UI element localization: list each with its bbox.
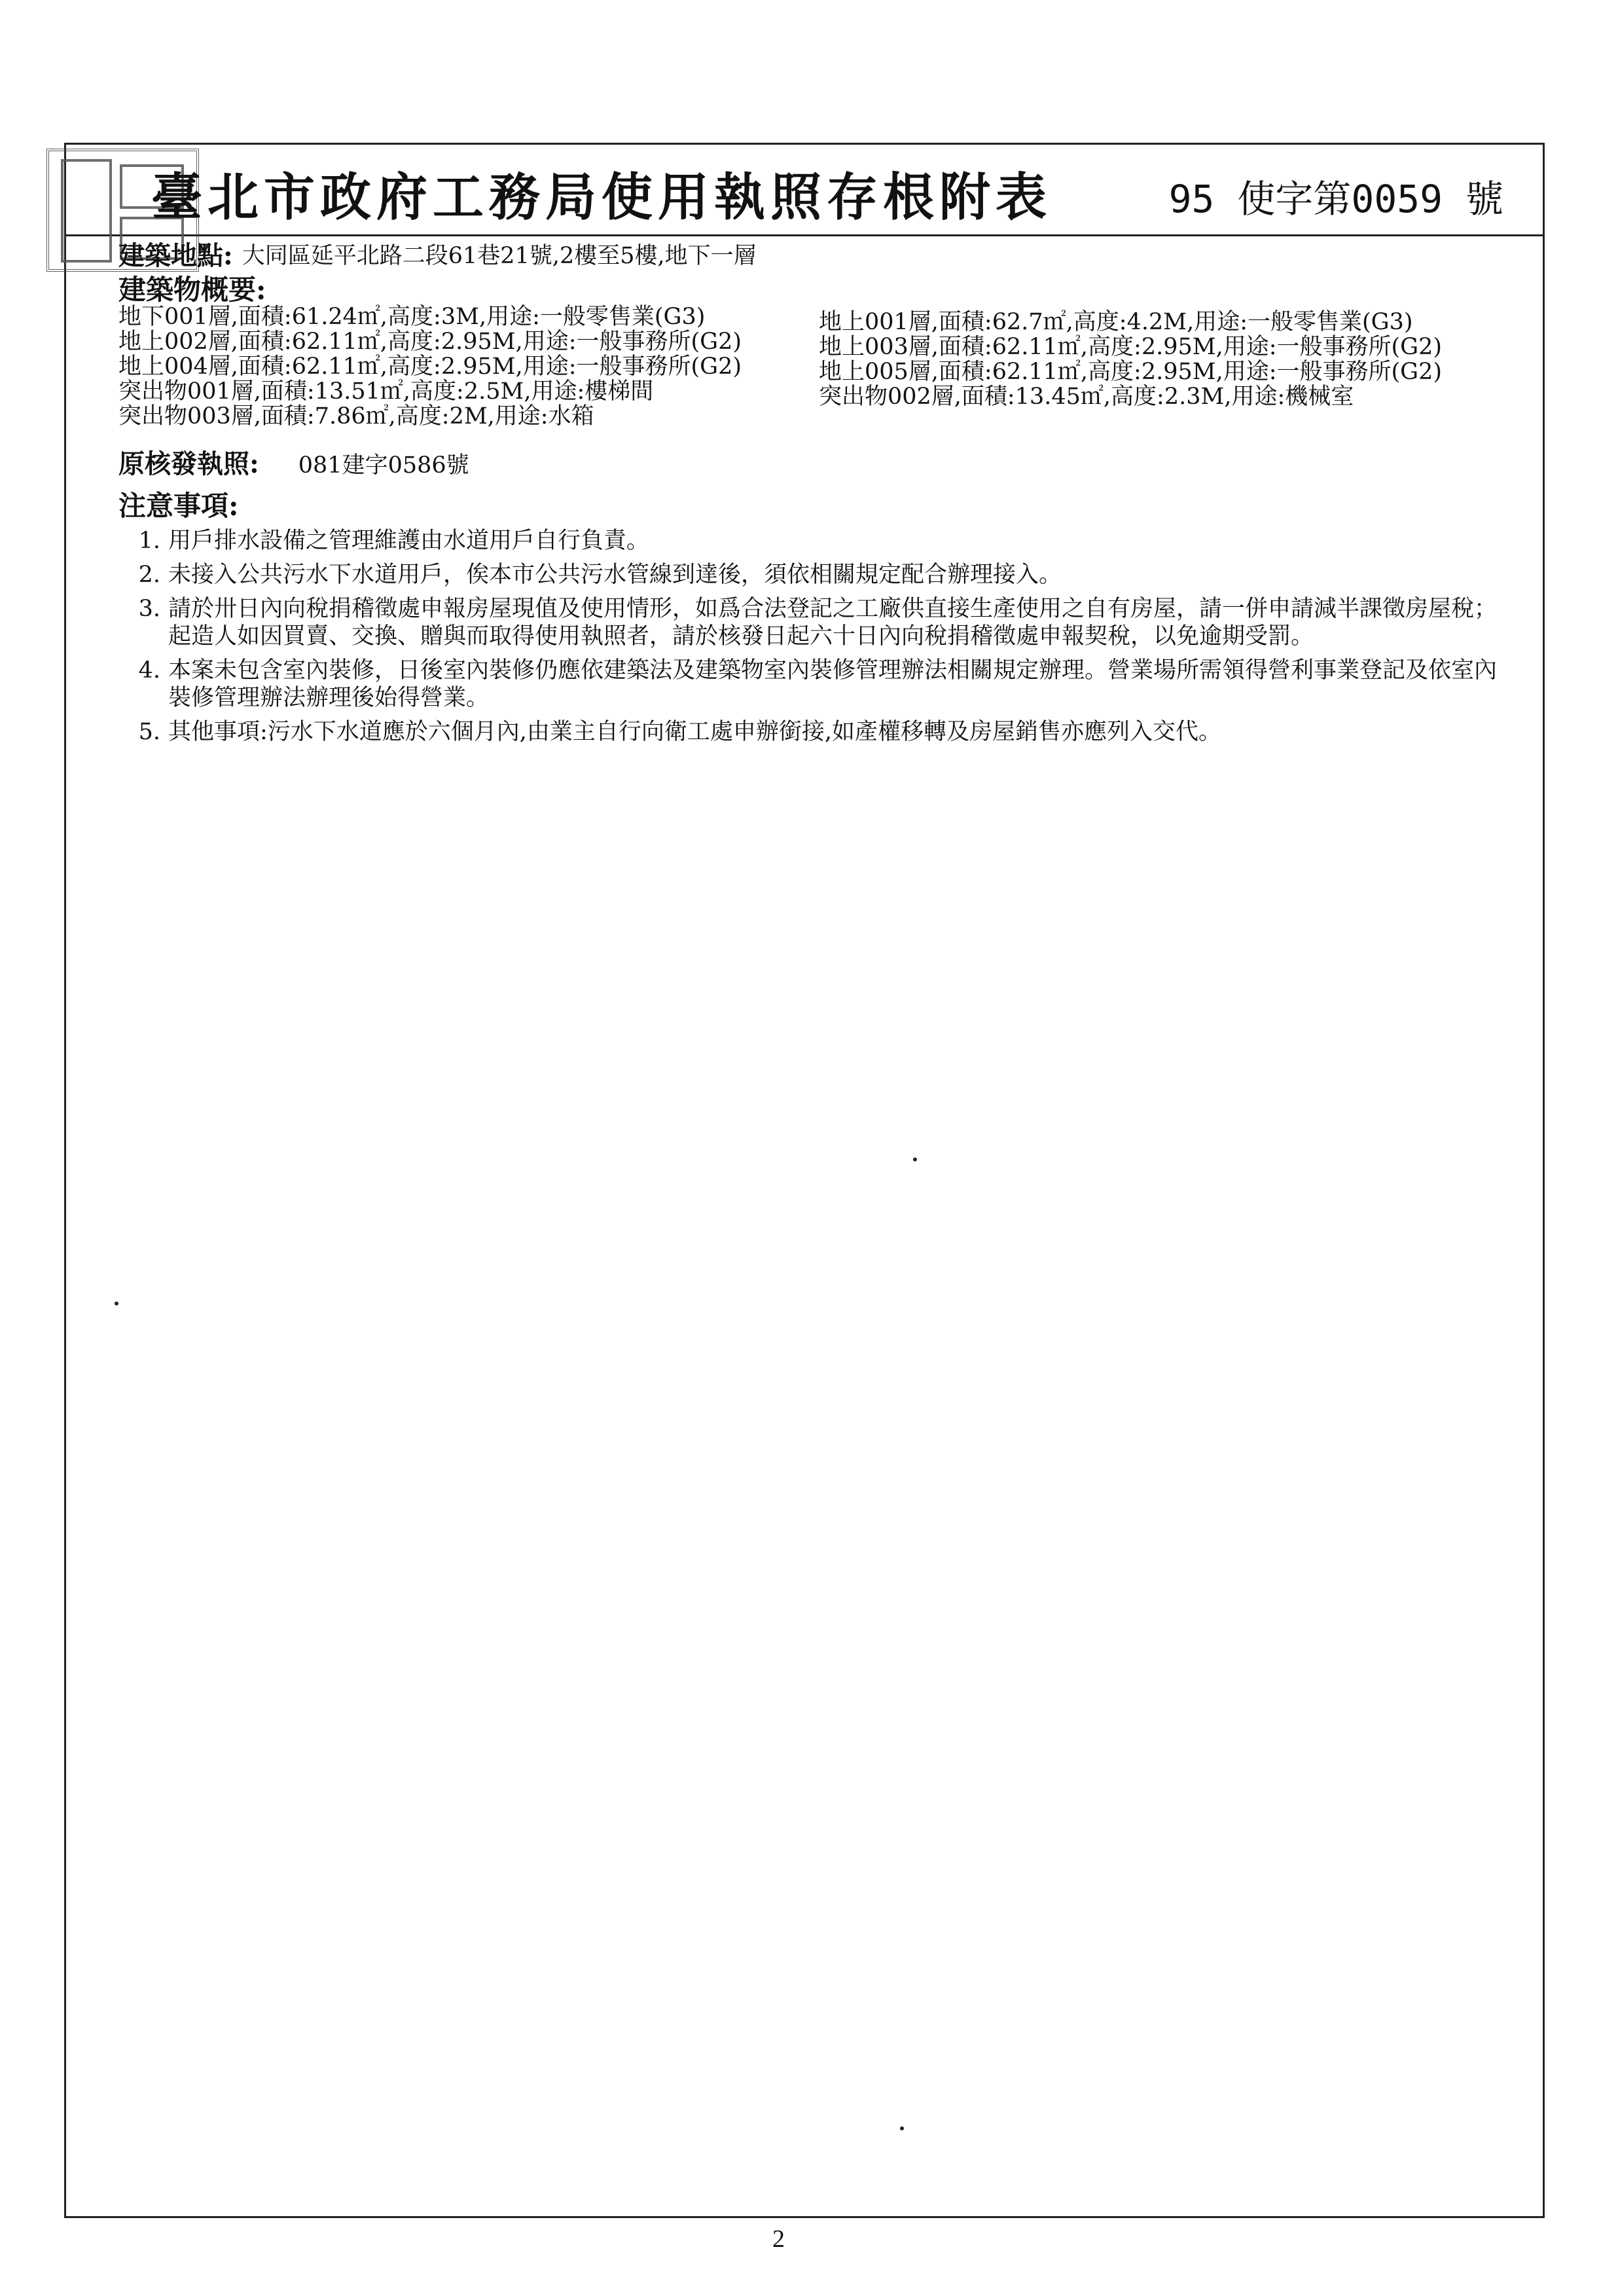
note-number: 2. — [138, 562, 160, 588]
document-frame — [64, 143, 1545, 2218]
floor-line: 地下001層,面積:61.24㎡,高度:3M,用途:一般零售業(G3) — [118, 304, 706, 330]
floor-line: 地上003層,面積:62.11㎡,高度:2.95M,用途:一般事務所(G2) — [819, 334, 1443, 360]
note-item — [118, 657, 1526, 712]
note-text: 請於卅日內向稅捐稽徵處申報房屋現值及使用情形，如爲合法登記之工廠供直接生產使用之自有房屋，請一併申請減半課徵房屋稅；起造人如因買賣、交換、贈與而取得使用執照者，請於核發日起六十日內向稅捐稽徵處申報契稅，以免逾期受罰。 — [168, 596, 1498, 649]
address-value: 大同區延平北路二段61巷21號,2樓至5樓,地下一層 — [242, 243, 757, 269]
overview-label: 建築物概要: — [118, 274, 266, 306]
floor-line: 突出物003層,面積:7.86㎡,高度:2M,用途:水箱 — [118, 403, 594, 429]
floor-line: 突出物002層,面積:13.45㎡,高度:2.3M,用途:機械室 — [819, 384, 1354, 410]
original-permit-row — [118, 448, 1526, 479]
permit-number: 95 使字第0059 號 — [1168, 177, 1503, 221]
floor-line: 地上002層,面積:62.11㎡,高度:2.95M,用途:一般事務所(G2) — [118, 329, 742, 355]
address-row — [118, 240, 1526, 271]
original-permit-label: 原核發執照: — [118, 448, 259, 479]
note-text: 其他事項:污水下水道應於六個月內,由業主自行向衛工處申辦銜接,如產權移轉及房屋銷售亦應列入交代。 — [168, 719, 1222, 745]
note-text: 用戶排水設備之管理維護由水道用戶自行負責。 — [168, 528, 650, 554]
note-item — [118, 595, 1526, 650]
page-number: 2 — [772, 2225, 785, 2253]
note-text: 未接入公共污水下水道用戶，俟本市公共污水管線到達後，須依相關規定配合辦理接入。 — [168, 562, 1062, 588]
note-number: 3. — [138, 596, 160, 622]
floor-line: 地上005層,面積:62.11㎡,高度:2.95M,用途:一般事務所(G2) — [819, 359, 1443, 385]
floor-line: 地上004層,面積:62.11㎡,高度:2.95M,用途:一般事務所(G2) — [118, 354, 742, 380]
scan-speck — [900, 2126, 904, 2130]
content — [118, 240, 1526, 752]
original-permit-value: 081建字0586號 — [298, 452, 469, 479]
scan-speck — [115, 1302, 118, 1305]
floor-list — [118, 304, 1526, 429]
note-text: 本案未包含室內裝修，日後室內裝修仍應依建築法及建築物室內裝修管理辦法相關規定辦理。營業場所需領得營利事業登記及依室內裝修管理辦法辦理後始得營業。 — [168, 657, 1498, 711]
page-title: 臺北市政府工務局使用執照存根附表 — [151, 168, 1052, 227]
notes-list — [118, 527, 1526, 746]
notes-label: 注意事項: — [118, 490, 239, 522]
note-number: 1. — [138, 528, 160, 554]
scan-speck — [913, 1157, 917, 1161]
note-item — [118, 718, 1526, 746]
floor-column-left — [118, 304, 742, 429]
floor-line: 突出物001層,面積:13.51㎡,高度:2.5M,用途:樓梯間 — [118, 378, 654, 405]
header — [66, 145, 1543, 236]
note-item — [118, 527, 1526, 555]
address-label: 建築地點: — [118, 240, 233, 271]
note-item — [118, 561, 1526, 589]
floor-line: 地上001層,面積:62.7㎡,高度:4.2M,用途:一般零售業(G3) — [819, 309, 1413, 335]
note-number: 5. — [138, 719, 160, 745]
floor-column-right — [819, 310, 1442, 409]
note-number: 4. — [138, 657, 160, 683]
